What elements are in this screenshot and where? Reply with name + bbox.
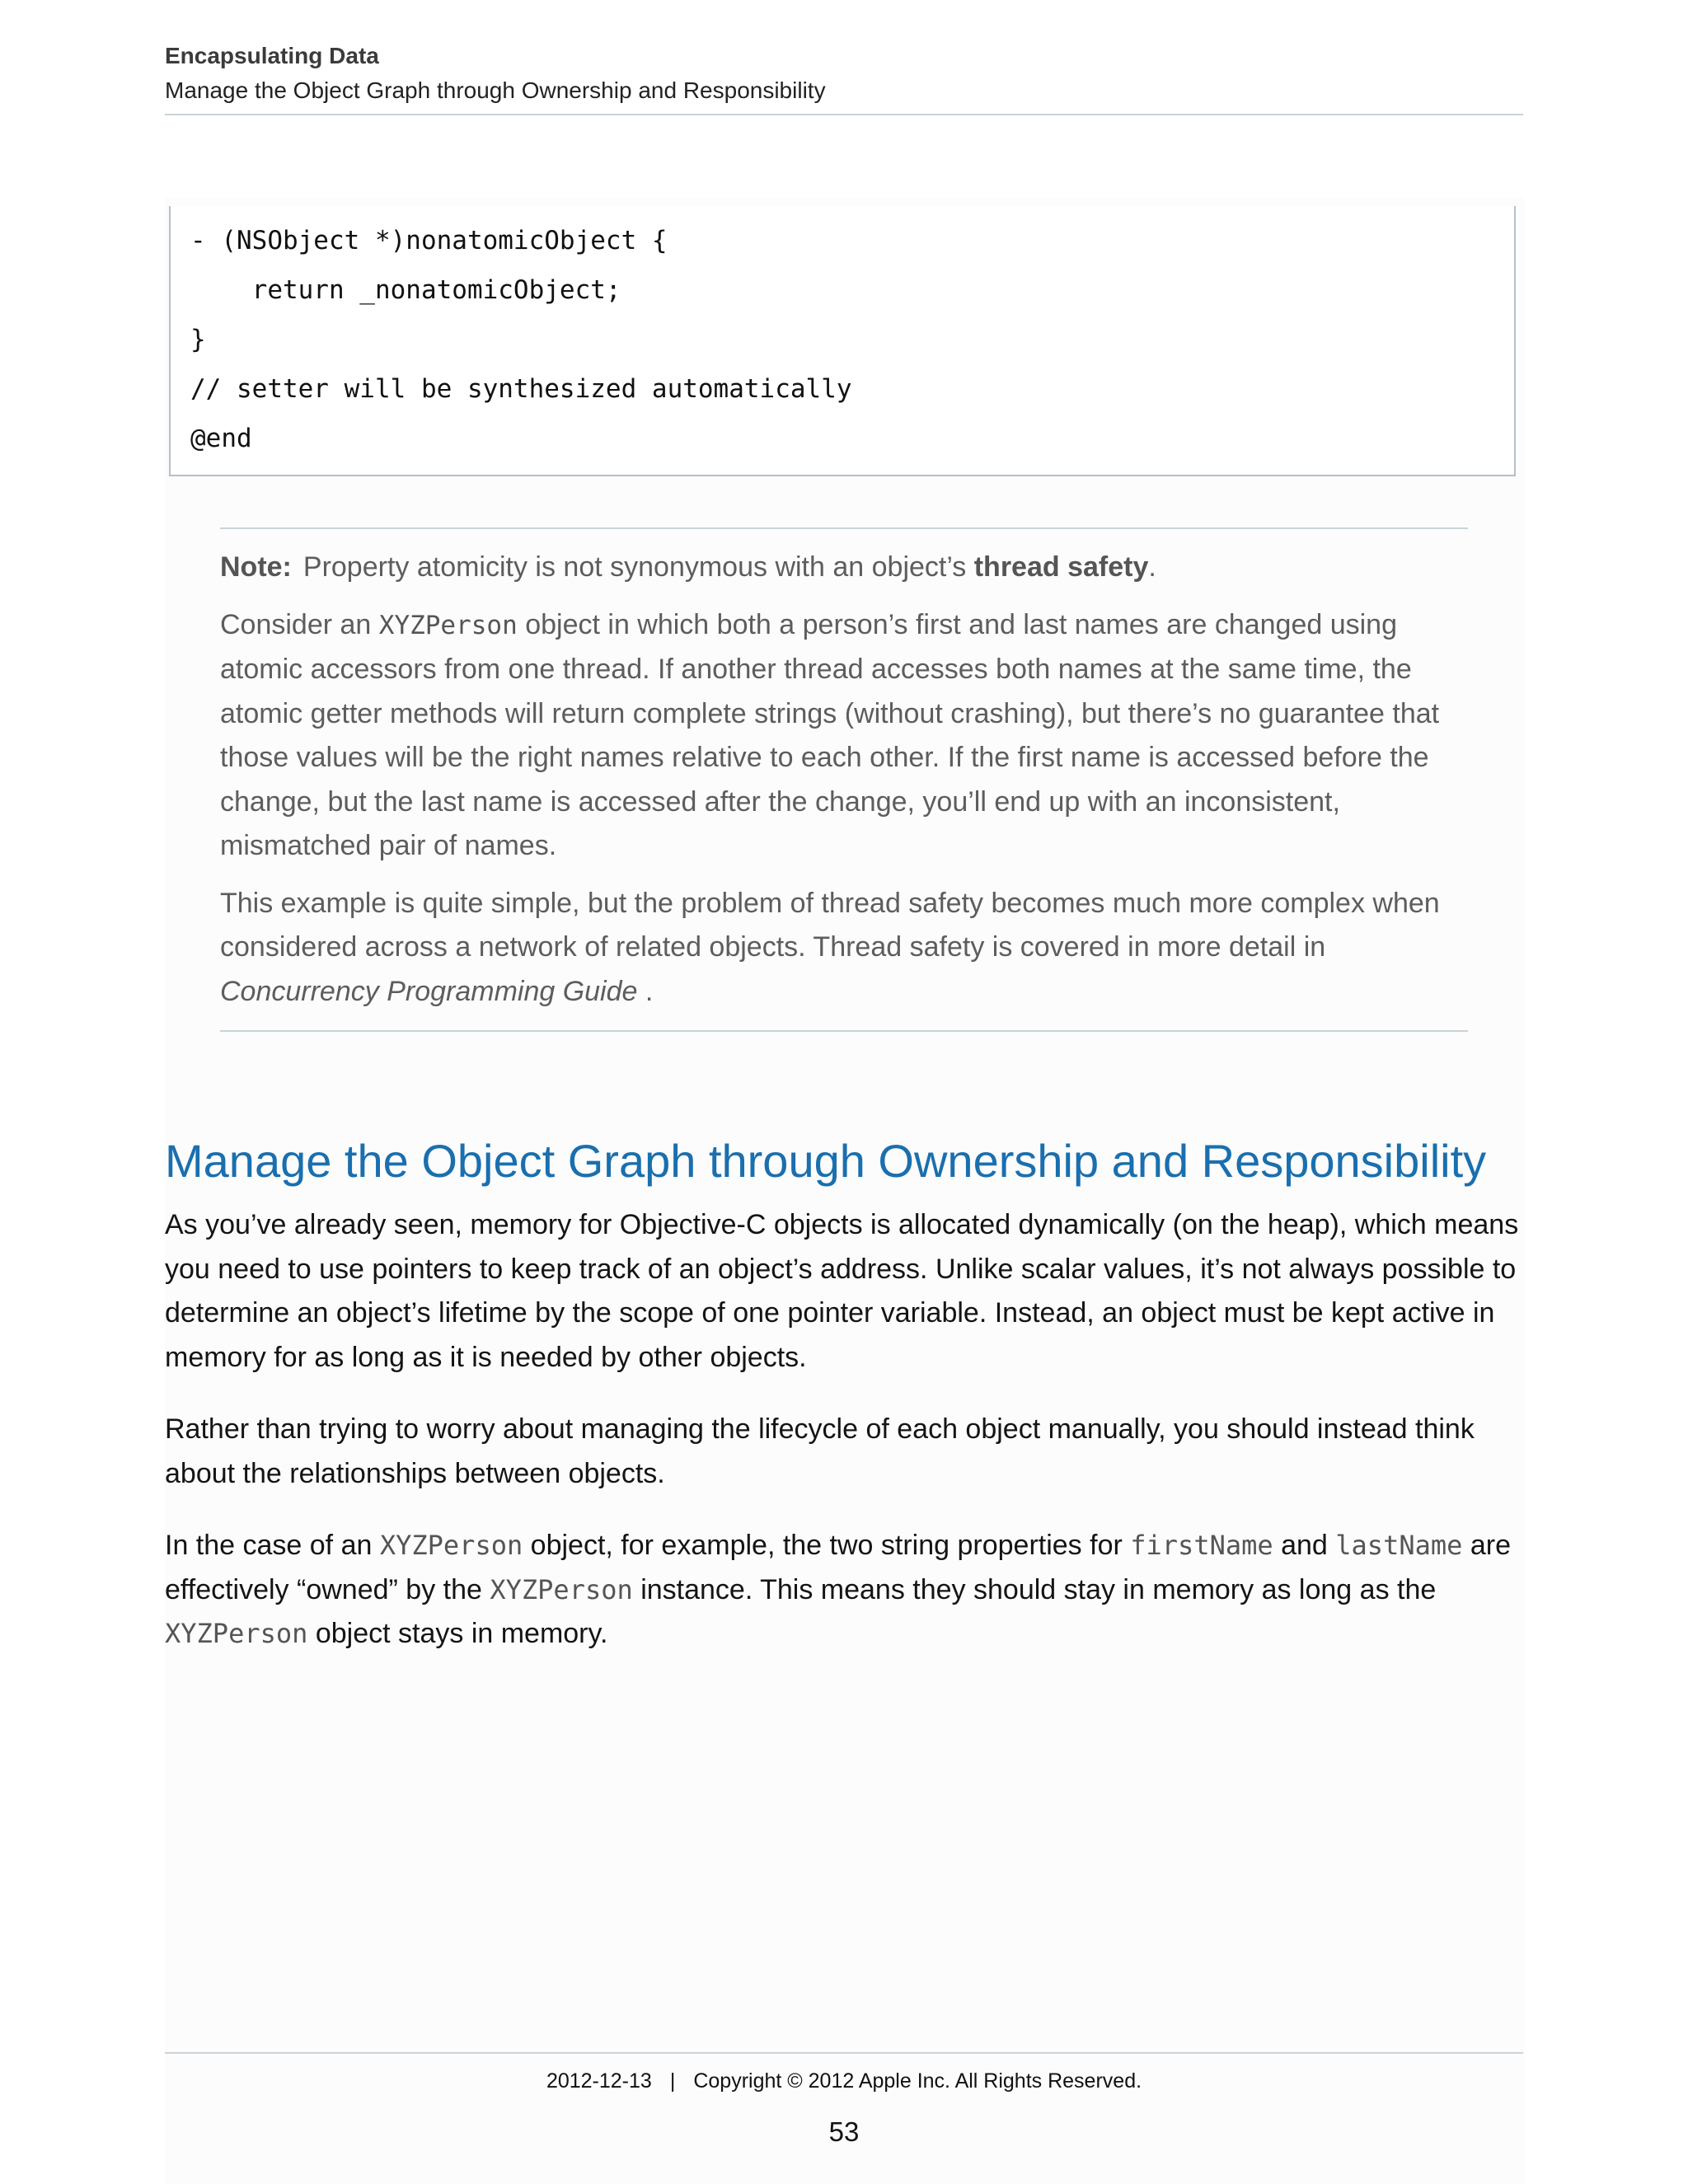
note-emphasis: thread safety <box>973 551 1149 583</box>
body-paragraph: Rather than trying to worry about managing the lifecycle of each object manually, you should instead think about the relationships between objects. <box>165 1413 1475 1489</box>
body-text: object, for example, the two string properties for <box>523 1530 1131 1561</box>
note-text-end: . <box>637 975 654 1007</box>
note-paragraph <box>220 603 1468 869</box>
code-line: // setter will be synthesized automatically <box>190 374 852 404</box>
footer-divider <box>165 2052 1523 2054</box>
inline-code: XYZPerson <box>490 1573 633 1605</box>
note-text-end: . <box>1148 551 1156 583</box>
note-text: Property atomicity is not synonymous with an object’s <box>302 551 974 583</box>
header-divider <box>165 114 1523 115</box>
section-subtitle: Manage the Object Graph through Ownership and Responsibility <box>165 77 826 103</box>
chapter-title: Encapsulating Data <box>165 43 379 68</box>
body-text: instance. This means they should stay in memory as long as the <box>632 1573 1437 1605</box>
note-text: object in which both a person’s first and last names are changed using atomic accessors from one thread. If another thread accesses both names at the same time, the atomic getter methods will return complete strings (without crashing), but there’s no guarantee that those values will be the right names relative to each other. If the first name is accessed before the change, but the last name is accessed after the change, you’ll end up with an inconsistent, mismatched pair of names. <box>220 608 1440 861</box>
footer-date: 2012-12-13 <box>546 2069 652 2093</box>
section-body <box>165 1203 1525 1657</box>
code-line: return _nonatomicObject; <box>190 275 621 305</box>
page-number: 53 <box>828 2116 860 2147</box>
concurrency-guide-link[interactable]: Concurrency Programming Guide <box>220 975 638 1007</box>
body-text: In the case of an <box>165 1530 380 1561</box>
code-listing <box>169 206 1516 476</box>
footer <box>165 2064 1523 2097</box>
inline-code: firstName <box>1130 1530 1273 1561</box>
footer-copyright: Copyright © 2012 Apple Inc. All Rights Reserved. <box>693 2069 1142 2093</box>
body-paragraph <box>165 1524 1525 1657</box>
note-paragraph <box>220 882 1468 1015</box>
inline-code: XYZPerson <box>379 1530 523 1561</box>
inline-code: XYZPerson <box>165 1618 308 1649</box>
code-line: - (NSObject *)nonatomicObject { <box>190 226 668 255</box>
note-text: This example is quite simple, but the problem of thread safety becomes much more complex when considered across a network of related objects. Thread safety is covered in more detail in <box>220 887 1440 963</box>
note-box <box>220 527 1468 1032</box>
note-label: Note: <box>220 551 292 583</box>
code-line: @end <box>190 424 252 453</box>
inline-code: lastName <box>1335 1530 1463 1561</box>
body-text: object stays in memory. <box>307 1618 608 1649</box>
inline-code: XYZPerson <box>378 610 518 640</box>
note-paragraph <box>220 546 1468 590</box>
body-text: are effectively “owned” by the <box>165 1530 1511 1605</box>
note-text: Consider an <box>220 608 379 640</box>
body-paragraph: As you’ve already seen, memory for Objective-C objects is allocated dynamically (on the heap), which means you need to use pointers to keep track of an object’s address. Unlike scalar values, it’s not always possible to determine an object’s lifetime by the scope of one pointer variable. Instead, an object must be kept active in memory for as long as it is needed by other objects. <box>165 1209 1519 1373</box>
section-heading: Manage the Object Graph through Ownership and Responsibility <box>165 1135 1487 1187</box>
footer-separator: | <box>669 2069 676 2093</box>
body-text: and <box>1273 1530 1336 1561</box>
code-line: } <box>190 325 206 354</box>
running-header <box>165 40 1523 107</box>
